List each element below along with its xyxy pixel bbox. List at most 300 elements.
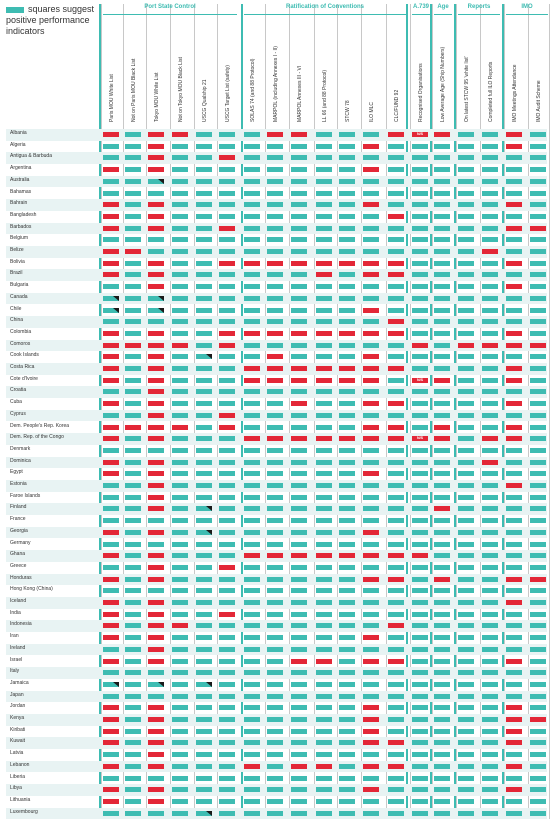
country-label: Hong Kong (China) bbox=[10, 586, 53, 593]
positive-indicator bbox=[244, 752, 260, 757]
negative-indicator bbox=[363, 378, 379, 383]
positive-indicator bbox=[125, 612, 141, 617]
positive-indicator bbox=[412, 366, 428, 371]
positive-indicator bbox=[244, 495, 260, 500]
positive-indicator bbox=[291, 272, 307, 277]
positive-indicator bbox=[363, 389, 379, 394]
positive-indicator bbox=[434, 249, 450, 254]
positive-indicator bbox=[244, 343, 260, 348]
positive-indicator bbox=[316, 202, 332, 207]
country-label: Costa Rica bbox=[10, 364, 35, 370]
positive-indicator bbox=[244, 729, 260, 734]
positive-indicator bbox=[412, 155, 428, 160]
positive-indicator bbox=[363, 799, 379, 804]
positive-indicator bbox=[434, 682, 450, 687]
table-row bbox=[6, 281, 547, 293]
positive-indicator bbox=[103, 191, 119, 196]
positive-indicator bbox=[196, 378, 212, 383]
positive-indicator bbox=[172, 284, 188, 289]
positive-indicator bbox=[172, 226, 188, 231]
positive-indicator bbox=[125, 272, 141, 277]
positive-indicator bbox=[388, 787, 404, 792]
positive-indicator bbox=[458, 448, 474, 453]
negative-indicator bbox=[148, 577, 164, 582]
positive-indicator bbox=[458, 612, 474, 617]
positive-indicator bbox=[219, 799, 235, 804]
positive-indicator bbox=[196, 776, 212, 781]
positive-indicator bbox=[172, 811, 188, 816]
positive-indicator bbox=[482, 471, 498, 476]
positive-indicator bbox=[482, 284, 498, 289]
positive-indicator bbox=[172, 202, 188, 207]
positive-indicator bbox=[172, 612, 188, 617]
positive-indicator bbox=[388, 179, 404, 184]
negative-indicator bbox=[388, 319, 404, 324]
negative-indicator bbox=[148, 226, 164, 231]
table-row bbox=[6, 562, 547, 574]
positive-indicator bbox=[482, 495, 498, 500]
positive-indicator bbox=[458, 284, 474, 289]
positive-indicator bbox=[388, 776, 404, 781]
negative-indicator bbox=[388, 261, 404, 266]
positive-indicator bbox=[172, 565, 188, 570]
positive-indicator bbox=[316, 284, 332, 289]
positive-indicator bbox=[103, 284, 119, 289]
positive-indicator bbox=[291, 542, 307, 547]
positive-indicator bbox=[172, 167, 188, 172]
positive-indicator bbox=[339, 764, 355, 769]
positive-indicator bbox=[434, 155, 450, 160]
negative-indicator bbox=[506, 378, 522, 383]
positive-indicator bbox=[412, 705, 428, 710]
table-row bbox=[6, 293, 547, 305]
positive-indicator bbox=[267, 694, 283, 699]
positive-indicator bbox=[458, 144, 474, 149]
positive-indicator bbox=[412, 612, 428, 617]
negative-indicator bbox=[482, 343, 498, 348]
negative-indicator bbox=[148, 729, 164, 734]
positive-indicator bbox=[363, 752, 379, 757]
positive-indicator bbox=[103, 413, 119, 418]
positive-indicator bbox=[412, 659, 428, 664]
positive-indicator bbox=[458, 261, 474, 266]
country-label: India bbox=[10, 609, 21, 616]
positive-indicator bbox=[196, 308, 212, 313]
positive-indicator bbox=[291, 577, 307, 582]
positive-indicator bbox=[148, 542, 164, 547]
negative-indicator bbox=[363, 764, 379, 769]
positive-indicator bbox=[434, 588, 450, 593]
negative-indicator bbox=[148, 553, 164, 558]
positive-indicator bbox=[125, 144, 141, 149]
positive-indicator bbox=[530, 776, 546, 781]
table-row bbox=[6, 398, 547, 410]
positive-indicator bbox=[482, 682, 498, 687]
positive-indicator bbox=[458, 682, 474, 687]
positive-indicator bbox=[316, 506, 332, 511]
positive-indicator bbox=[530, 542, 546, 547]
positive-indicator bbox=[196, 249, 212, 254]
positive-indicator bbox=[172, 752, 188, 757]
positive-indicator bbox=[506, 319, 522, 324]
positive-indicator bbox=[196, 752, 212, 757]
positive-indicator bbox=[172, 214, 188, 219]
positive-indicator bbox=[125, 460, 141, 465]
positive-indicator bbox=[482, 588, 498, 593]
negative-indicator bbox=[103, 729, 119, 734]
positive-indicator bbox=[434, 237, 450, 242]
positive-indicator bbox=[530, 623, 546, 628]
positive-indicator bbox=[412, 811, 428, 816]
negative-indicator bbox=[148, 705, 164, 710]
positive-indicator bbox=[530, 296, 546, 301]
negative-indicator bbox=[506, 764, 522, 769]
positive-indicator bbox=[291, 483, 307, 488]
country-label: Estonia bbox=[10, 481, 27, 487]
positive-indicator bbox=[244, 530, 260, 535]
positive-indicator bbox=[506, 272, 522, 277]
positive-indicator bbox=[196, 413, 212, 418]
positive-indicator bbox=[339, 752, 355, 757]
positive-indicator bbox=[244, 214, 260, 219]
positive-indicator bbox=[316, 787, 332, 792]
country-label: Bulgaria bbox=[10, 282, 29, 289]
positive-indicator bbox=[316, 799, 332, 804]
positive-indicator bbox=[148, 296, 164, 301]
country-label: Bolivia bbox=[10, 258, 25, 265]
positive-indicator bbox=[196, 577, 212, 582]
positive-indicator bbox=[506, 460, 522, 465]
negative-indicator bbox=[506, 600, 522, 605]
positive-indicator bbox=[506, 413, 522, 418]
positive-indicator bbox=[196, 495, 212, 500]
positive-indicator bbox=[482, 389, 498, 394]
positive-indicator bbox=[388, 518, 404, 523]
positive-indicator bbox=[172, 296, 188, 301]
negative-indicator bbox=[103, 740, 119, 745]
positive-indicator bbox=[148, 694, 164, 699]
positive-indicator bbox=[125, 740, 141, 745]
positive-indicator bbox=[196, 600, 212, 605]
positive-indicator bbox=[458, 401, 474, 406]
positive-indicator bbox=[291, 495, 307, 500]
positive-indicator bbox=[339, 483, 355, 488]
positive-indicator bbox=[434, 202, 450, 207]
positive-indicator bbox=[434, 764, 450, 769]
positive-indicator bbox=[316, 249, 332, 254]
positive-indicator bbox=[244, 179, 260, 184]
table-row bbox=[6, 609, 547, 621]
country-label: Cuba bbox=[10, 399, 22, 406]
positive-indicator bbox=[291, 389, 307, 394]
positive-indicator bbox=[339, 694, 355, 699]
positive-indicator bbox=[482, 577, 498, 582]
positive-indicator bbox=[434, 167, 450, 172]
negative-indicator bbox=[103, 214, 119, 219]
positive-indicator bbox=[267, 670, 283, 675]
positive-indicator bbox=[291, 425, 307, 430]
positive-indicator bbox=[339, 799, 355, 804]
country-label: Belize bbox=[10, 247, 24, 253]
positive-indicator bbox=[482, 705, 498, 710]
column-header bbox=[363, 18, 381, 122]
negative-indicator bbox=[363, 354, 379, 359]
positive-indicator bbox=[196, 366, 212, 371]
positive-indicator bbox=[291, 506, 307, 511]
negative-indicator bbox=[219, 331, 235, 336]
positive-indicator bbox=[530, 448, 546, 453]
positive-indicator bbox=[219, 132, 235, 137]
positive-indicator bbox=[196, 179, 212, 184]
positive-indicator bbox=[172, 237, 188, 242]
positive-indicator bbox=[316, 740, 332, 745]
positive-indicator bbox=[388, 495, 404, 500]
positive-indicator bbox=[482, 717, 498, 722]
positive-indicator bbox=[244, 155, 260, 160]
negative-indicator bbox=[103, 530, 119, 535]
table-row bbox=[6, 410, 547, 422]
positive-indicator bbox=[339, 144, 355, 149]
country-label: Kenya bbox=[10, 715, 25, 721]
positive-indicator bbox=[219, 354, 235, 359]
positive-indicator bbox=[458, 542, 474, 547]
positive-indicator bbox=[412, 752, 428, 757]
positive-indicator bbox=[506, 167, 522, 172]
negative-indicator bbox=[339, 366, 355, 371]
positive-indicator bbox=[363, 670, 379, 675]
positive-indicator bbox=[482, 425, 498, 430]
negative-indicator bbox=[244, 436, 260, 441]
positive-indicator bbox=[316, 495, 332, 500]
positive-indicator bbox=[196, 542, 212, 547]
positive-indicator bbox=[291, 588, 307, 593]
positive-indicator bbox=[530, 167, 546, 172]
positive-indicator bbox=[267, 495, 283, 500]
positive-indicator bbox=[434, 717, 450, 722]
positive-indicator bbox=[388, 191, 404, 196]
positive-indicator bbox=[530, 705, 546, 710]
positive-indicator bbox=[172, 436, 188, 441]
negative-indicator bbox=[103, 471, 119, 476]
positive-indicator bbox=[291, 694, 307, 699]
negative-indicator bbox=[388, 436, 404, 441]
positive-indicator bbox=[196, 284, 212, 289]
negative-indicator bbox=[363, 740, 379, 745]
positive-indicator bbox=[482, 331, 498, 336]
negative-indicator bbox=[148, 659, 164, 664]
positive-indicator bbox=[458, 167, 474, 172]
positive-indicator bbox=[458, 460, 474, 465]
column-header-label: Completed full ILO Reports bbox=[488, 61, 494, 122]
country-label: Ireland bbox=[10, 644, 26, 651]
negative-indicator bbox=[244, 331, 260, 336]
positive-indicator bbox=[267, 717, 283, 722]
negative-indicator bbox=[244, 366, 260, 371]
positive-indicator bbox=[530, 588, 546, 593]
positive-indicator bbox=[125, 506, 141, 511]
positive-indicator bbox=[125, 518, 141, 523]
country-label: Argentina bbox=[10, 165, 32, 172]
positive-indicator bbox=[103, 670, 119, 675]
positive-indicator bbox=[196, 296, 212, 301]
positive-indicator bbox=[434, 272, 450, 277]
positive-indicator bbox=[506, 506, 522, 511]
negative-indicator bbox=[148, 752, 164, 757]
positive-indicator bbox=[125, 752, 141, 757]
positive-indicator bbox=[412, 577, 428, 582]
positive-indicator bbox=[363, 191, 379, 196]
positive-indicator bbox=[291, 530, 307, 535]
positive-indicator bbox=[172, 740, 188, 745]
positive-indicator bbox=[172, 787, 188, 792]
positive-indicator bbox=[219, 272, 235, 277]
negative-indicator bbox=[103, 354, 119, 359]
group-underline bbox=[458, 14, 500, 15]
column-header-label: Tokyo MOU White List bbox=[154, 72, 160, 122]
positive-indicator bbox=[172, 530, 188, 535]
negative-indicator bbox=[458, 343, 474, 348]
positive-indicator bbox=[267, 530, 283, 535]
country-label: Japan bbox=[10, 691, 24, 698]
positive-indicator bbox=[388, 565, 404, 570]
positive-indicator bbox=[458, 530, 474, 535]
column-header-label: LL 66 (and 88 Protocol) bbox=[322, 69, 328, 122]
positive-indicator bbox=[267, 705, 283, 710]
positive-indicator bbox=[530, 354, 546, 359]
positive-indicator bbox=[196, 202, 212, 207]
positive-indicator bbox=[244, 389, 260, 394]
positive-indicator bbox=[196, 717, 212, 722]
positive-indicator bbox=[482, 448, 498, 453]
positive-indicator bbox=[125, 705, 141, 710]
positive-indicator bbox=[458, 495, 474, 500]
negative-indicator bbox=[363, 471, 379, 476]
positive-indicator bbox=[388, 167, 404, 172]
negative-indicator bbox=[316, 366, 332, 371]
positive-indicator bbox=[244, 635, 260, 640]
positive-indicator bbox=[412, 717, 428, 722]
positive-indicator bbox=[172, 261, 188, 266]
column-header bbox=[291, 18, 309, 122]
positive-indicator bbox=[530, 694, 546, 699]
positive-indicator bbox=[434, 413, 450, 418]
positive-indicator bbox=[316, 530, 332, 535]
negative-indicator bbox=[506, 787, 522, 792]
positive-indicator bbox=[506, 448, 522, 453]
positive-indicator bbox=[482, 483, 498, 488]
positive-indicator bbox=[267, 226, 283, 231]
positive-indicator bbox=[339, 577, 355, 582]
positive-indicator bbox=[339, 319, 355, 324]
negative-indicator bbox=[103, 623, 119, 628]
positive-indicator bbox=[291, 155, 307, 160]
positive-indicator bbox=[244, 471, 260, 476]
table-row bbox=[6, 773, 547, 785]
positive-indicator bbox=[388, 600, 404, 605]
group-underline bbox=[506, 14, 548, 15]
positive-indicator bbox=[363, 214, 379, 219]
positive-indicator bbox=[148, 682, 164, 687]
negative-indicator bbox=[148, 425, 164, 430]
positive-indicator bbox=[196, 343, 212, 348]
column-header bbox=[244, 18, 262, 122]
positive-indicator bbox=[125, 623, 141, 628]
positive-indicator bbox=[530, 308, 546, 313]
positive-indicator bbox=[339, 635, 355, 640]
positive-indicator bbox=[316, 226, 332, 231]
negative-indicator bbox=[388, 740, 404, 745]
positive-indicator bbox=[244, 296, 260, 301]
positive-indicator bbox=[458, 635, 474, 640]
positive-indicator bbox=[125, 155, 141, 160]
positive-indicator bbox=[148, 237, 164, 242]
table-row bbox=[6, 656, 547, 668]
positive-indicator bbox=[339, 249, 355, 254]
positive-indicator bbox=[530, 659, 546, 664]
negative-indicator bbox=[388, 764, 404, 769]
positive-indicator bbox=[267, 167, 283, 172]
table-row bbox=[6, 375, 547, 387]
negative-indicator bbox=[267, 378, 283, 383]
positive-indicator bbox=[434, 284, 450, 289]
positive-indicator bbox=[172, 518, 188, 523]
positive-indicator bbox=[125, 132, 141, 137]
positive-indicator bbox=[434, 776, 450, 781]
negative-indicator bbox=[506, 717, 522, 722]
positive-indicator bbox=[388, 729, 404, 734]
positive-indicator bbox=[125, 448, 141, 453]
negative-indicator bbox=[148, 261, 164, 266]
positive-indicator bbox=[458, 717, 474, 722]
group-underline bbox=[103, 14, 237, 15]
positive-indicator bbox=[339, 787, 355, 792]
negative-indicator bbox=[103, 553, 119, 558]
positive-indicator bbox=[267, 659, 283, 664]
positive-indicator bbox=[267, 284, 283, 289]
negative-indicator bbox=[506, 705, 522, 710]
positive-indicator bbox=[244, 284, 260, 289]
positive-indicator bbox=[482, 226, 498, 231]
positive-indicator bbox=[363, 600, 379, 605]
positive-indicator bbox=[434, 401, 450, 406]
positive-indicator bbox=[434, 483, 450, 488]
column-header bbox=[339, 18, 357, 122]
table-row bbox=[6, 761, 547, 773]
positive-indicator bbox=[482, 413, 498, 418]
positive-indicator bbox=[125, 179, 141, 184]
positive-indicator bbox=[244, 202, 260, 207]
country-label: Canada bbox=[10, 293, 28, 300]
positive-indicator bbox=[339, 565, 355, 570]
positive-indicator bbox=[482, 799, 498, 804]
positive-indicator bbox=[219, 553, 235, 558]
positive-indicator bbox=[125, 542, 141, 547]
positive-indicator bbox=[339, 226, 355, 231]
negative-indicator bbox=[267, 331, 283, 336]
positive-indicator bbox=[196, 740, 212, 745]
positive-indicator bbox=[125, 600, 141, 605]
positive-indicator bbox=[506, 623, 522, 628]
positive-indicator bbox=[219, 378, 235, 383]
positive-indicator bbox=[219, 448, 235, 453]
column-header-label: IMO Audit Scheme bbox=[536, 80, 542, 122]
positive-indicator bbox=[172, 191, 188, 196]
negative-indicator bbox=[148, 132, 164, 137]
positive-indicator bbox=[172, 577, 188, 582]
positive-indicator bbox=[267, 799, 283, 804]
positive-indicator bbox=[125, 799, 141, 804]
positive-indicator bbox=[125, 471, 141, 476]
